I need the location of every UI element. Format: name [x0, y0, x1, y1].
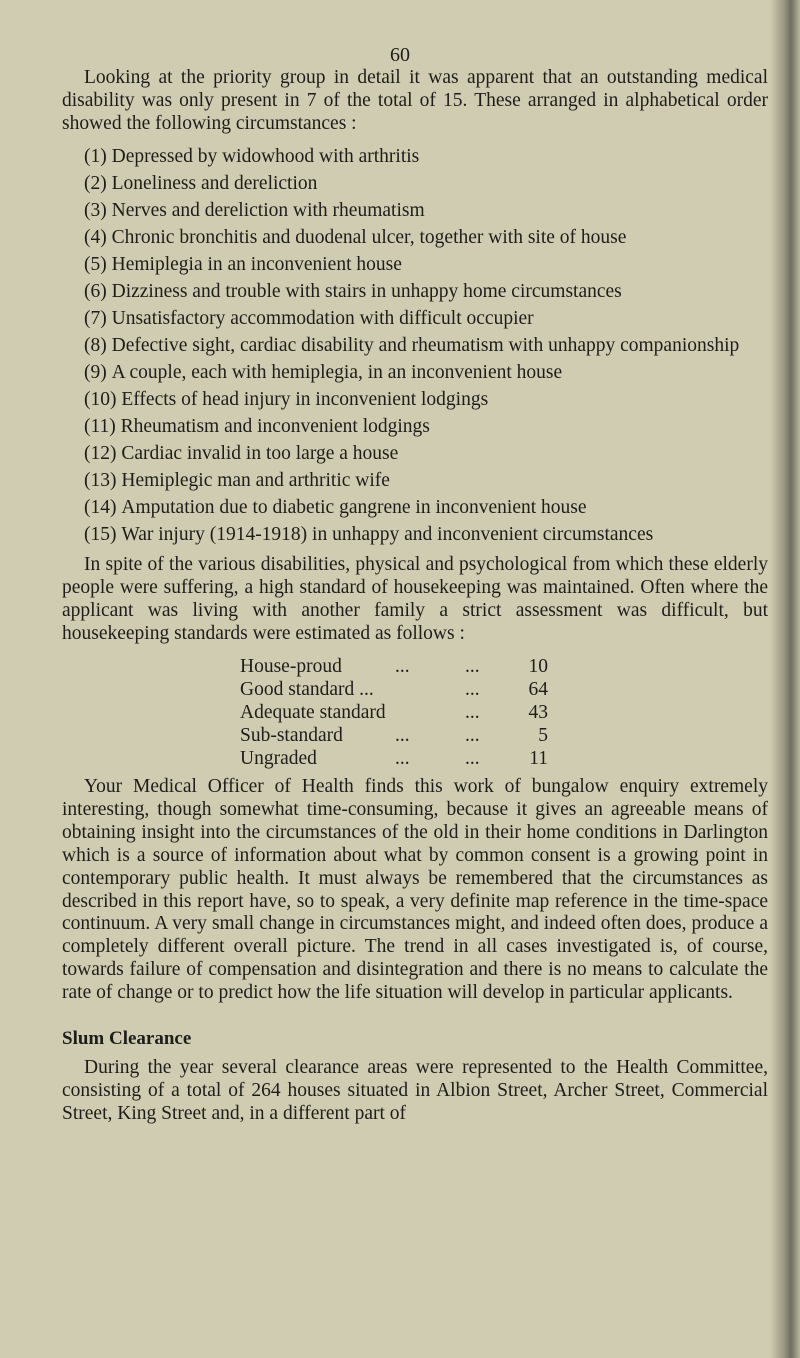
list-item: [84, 199, 768, 223]
circumstances-list: [84, 145, 768, 547]
item-text: Chronic bronchitis and duodenal ulcer, together with site of house: [111, 227, 627, 248]
item-text: Cardiac invalid in too large a house: [121, 443, 399, 464]
row-value: 64: [528, 679, 548, 700]
list-item: [84, 172, 768, 196]
list-item: [84, 442, 768, 466]
scan-edge-shadow: [770, 0, 800, 1358]
intro-paragraph: Looking at the priority group in detail it was apparent that an outstanding medical disability was only present in 7 of the total of 15. These arranged in alphabetical order showed the following circumstances :: [62, 67, 768, 134]
item-text: Hemiplegic man and arthritic wife: [121, 470, 390, 491]
leader-dots: ...: [465, 748, 480, 769]
item-text: Loneliness and dereliction: [111, 173, 318, 194]
item-text: Nerves and dereliction with rheumatism: [111, 200, 425, 221]
list-item: [84, 415, 768, 439]
item-number: (8): [84, 335, 112, 356]
list-item: [84, 307, 768, 331]
item-text: A couple, each with hemiplegia, in an inconvenient house: [111, 362, 563, 383]
item-text: Dizziness and trouble with stairs in unhappy home circumstances: [111, 281, 622, 302]
list-item: [84, 145, 768, 169]
moh-paragraph: Your Medical Officer of Health finds this work of bungalow enquiry extremely interesting, though somewhat time-consuming, because it gives an agreeable means of obtaining insight into the circumstances of the old in their home conditions in Darlington which is a source of information about what by common consent is a growing point in contemporary public health. It must always be remembered that the circumstances as described in this report have, so to speak, a very definite map reference in the time-space continuum. A very small change in circumstances might, and indeed often does, produce a completely different overall picture. The trend in all cases investigated is, of course, towards failure of compensation and disintegration and there is no means to calculate the rate of change or to predict how the life situation will develop in particular applicants.: [62, 776, 768, 1004]
item-text: Effects of head injury in inconvenient lodgings: [121, 389, 489, 410]
section-heading: Slum Clearance: [62, 1028, 192, 1050]
list-item: [84, 523, 768, 547]
leader-dots: ...: [395, 656, 410, 677]
item-number: (2): [84, 173, 112, 194]
table-row: [240, 655, 768, 678]
slum-clearance-paragraph: During the year several clearance areas were represented to the Health Committee, consisting of a total of 264 houses situated in Albion Street, Archer Street, Commercial Street, King Street and, in a different part of: [62, 1057, 768, 1125]
item-text: Unsatisfactory accommodation with difficult occupier: [111, 308, 534, 329]
item-text: War injury (1914-1918) in unhappy and inconvenient circumstances: [121, 524, 654, 545]
page-number: 60: [390, 44, 410, 66]
item-text: Amputation due to diabetic gangrene in inconvenient house: [121, 497, 587, 518]
row-label: House-proud: [240, 656, 342, 677]
leader-dots: ...: [465, 656, 480, 677]
row-value: 5: [538, 725, 548, 746]
item-number: (4): [84, 227, 112, 248]
item-number: (14): [84, 497, 122, 518]
list-item: [84, 469, 768, 493]
row-label: Ungraded: [240, 748, 317, 769]
item-number: (13): [84, 470, 122, 491]
list-item: [84, 388, 768, 412]
list-item: [84, 334, 768, 358]
leader-dots: [395, 678, 465, 701]
item-number: (15): [84, 524, 122, 545]
row-value: 11: [529, 748, 548, 769]
leader-dots: ...: [465, 725, 480, 746]
page-body: [62, 66, 768, 1125]
leader-dots: ...: [465, 679, 480, 700]
housekeeping-table: [240, 655, 768, 770]
row-value: 43: [528, 702, 548, 723]
item-number: (7): [84, 308, 112, 329]
item-text: Depressed by widowhood with arthritis: [111, 146, 420, 167]
housekeeping-paragraph: In spite of the various disabilities, physical and psychological from which these elderly people were suffering, a high standard of housekeeping was maintained. Often where the applicant was living with another family a strict assessment was difficult, but housekeeping standards were estimated as follows :: [62, 554, 768, 644]
row-value: 10: [528, 656, 548, 677]
item-text: Rheumatism and inconvenient lodgings: [120, 416, 430, 437]
item-number: (12): [84, 443, 122, 464]
list-item: [84, 226, 768, 250]
leader-dots: [395, 701, 465, 724]
item-text: Hemiplegia in an inconvenient house: [111, 254, 402, 275]
table-row: [240, 678, 768, 701]
list-item: [84, 280, 768, 304]
leader-dots: ...: [395, 725, 410, 746]
row-label: Sub-standard: [240, 725, 343, 746]
item-number: (9): [84, 362, 112, 383]
item-text: Defective sight, cardiac disability and rheumatism with unhappy companionship: [111, 335, 740, 356]
item-number: (11): [84, 416, 121, 437]
item-number: (5): [84, 254, 112, 275]
list-item: [84, 496, 768, 520]
item-number: (3): [84, 200, 112, 221]
table-row: [240, 724, 768, 747]
item-number: (10): [84, 389, 122, 410]
list-item: [84, 253, 768, 277]
leader-dots: ...: [395, 748, 410, 769]
table-row: [240, 701, 768, 724]
item-number: (6): [84, 281, 112, 302]
leader-dots: ...: [465, 702, 480, 723]
row-label: Good standard ...: [240, 679, 374, 700]
item-number: (1): [84, 146, 112, 167]
row-label: Adequate standard: [240, 702, 386, 723]
list-item: [84, 361, 768, 385]
table-row: [240, 747, 768, 770]
